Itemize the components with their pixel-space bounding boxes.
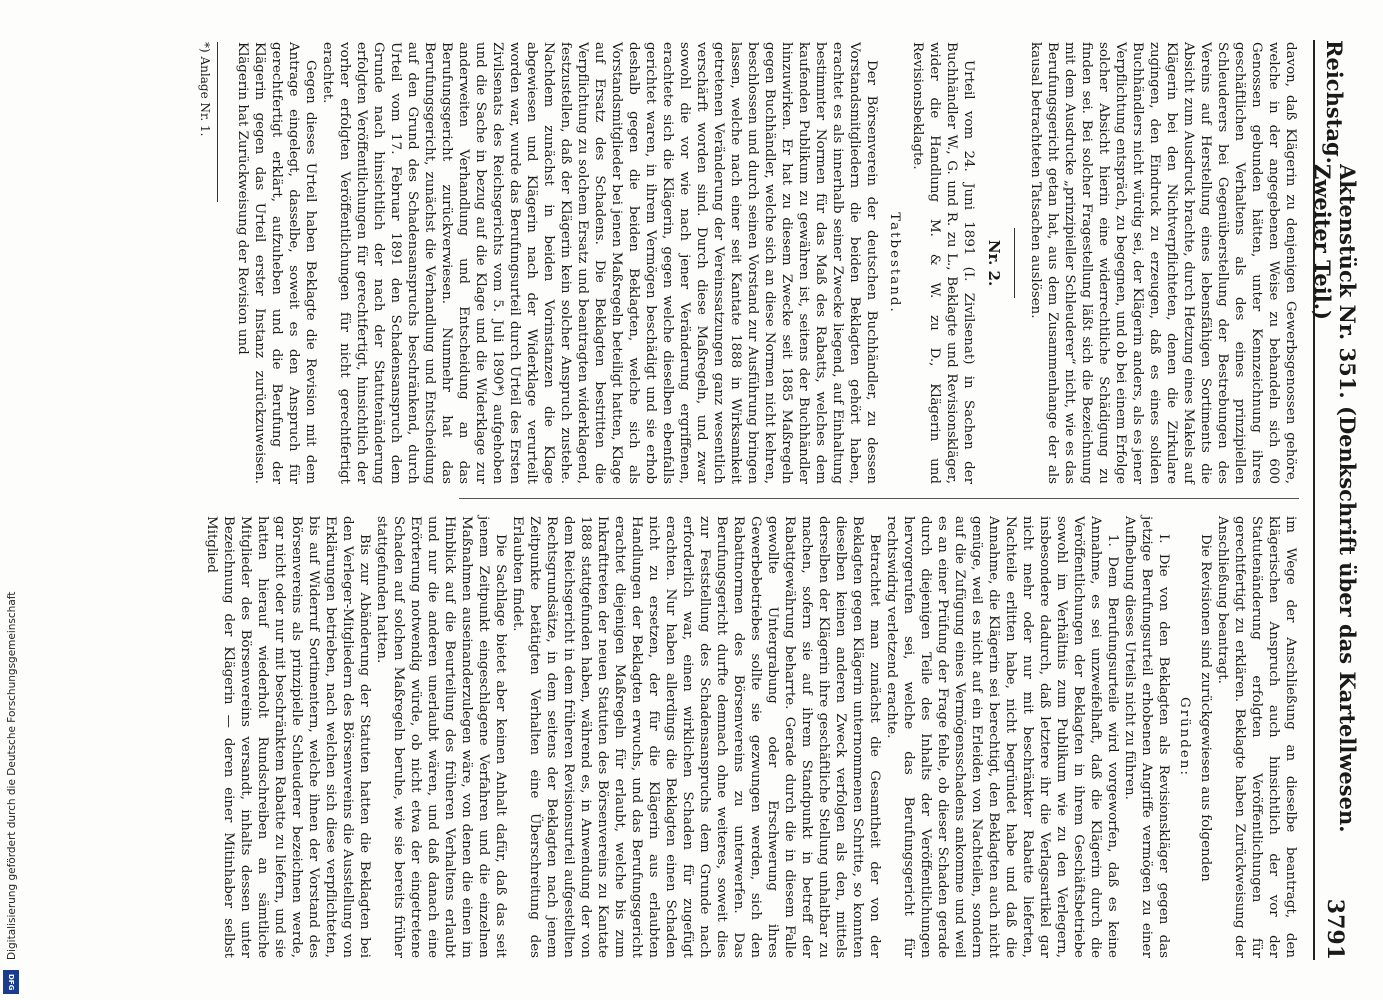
right-para-4: 1. Dem Berufungsurteile wird vorgeworfen, daß es keine Annahme, es sei unzweifelhaft, daß die Klägerin durch die Veröffentlichungen der Beklagten in ihrem Geschäftsbetriebe sowohl im Verhältnis zum Publikum wie zu den Verlegern, insbesondere dadurch, daß letztere ihr die Verlagsartikel gar nicht mehr oder nur mit beschränkter Rabatte lieferten, Nachteile erlitten habe, nicht begründet habe und daß die Annahme, die Klägerin sei berechtigt, den Beklagten auch nicht genüge, weil es nicht auf ein Erleiden von Nachteilen, sondern auf die Zufügung eines Vermögensschadens ankomme und weil es an einer Prüfung der Frage fehle, ob dieser Schaden gerade durch diejenigen Teile des Inhalts der Veröffentlichungen hervorgerufen sei, welche das Berufungsgericht für rechtswidrig verletzend erachte. <box>884 516 1120 958</box>
right-para-2: Die Revisionen sind zurückgewiesen aus folgenden <box>1198 534 1213 882</box>
left-column <box>196 42 1299 484</box>
page-header <box>1310 40 1360 960</box>
header-title: Aktenstück Nr. 351. (Denkschrift über das Kartellwesen. Zweiter Teil.) <box>1310 163 1360 833</box>
left-para-3: Der Börsenverein der deutschen Buchhändler, zu dessen Vorstandsmitgliedern die beiden Beklagten gehört haben, erachtet es als innerhalb seiner Zwecke liegend, auf Einhaltung bestimmter Normen für das Maß des Rabatts, welches dem kaufenden Publikum zu gewähren ist, seitens der Buchhändler hinzuwirken. Er hat zu diesem Zwecke seit 1885 Maßregeln gegen Buchhändler, welche sich an diese Normen nicht kehren, beschlossen und durch seinen Vorstand zur Ausführung bringen lassen, welche nach einer seit Kantate 1888 in Wirksamkeit getretenen Veränderung der Vereinssatzungen ganz wesentlich verschärft worden sind. Durch diese Maßregeln, und zwar sowohl die vor wie nach jener Veränderung ergriffenen, erachtete sich die Klägerin, gegen welche dieselben ebenfalls gerichtet waren, in ihrem Vermögen beschädigt und sie erhob deshalb gegen die beiden Beklagten, welche sich als Vorstandsmitglieder bei jenen Maßregeln beteiligt hatten, Klage auf Ersatz des Schadens. Die Beklagten bestritten die Verpflichtung zu solchem Ersatz und beantragten widerklagend, festzustellen, daß der Klägerin kein solcher Anspruch zustehe. Nachdem zunächst in beiden Vorinstanzen die Klage abgewiesen und Klägerin nach der Widerklage verurteilt worden war, wurde das Berufungsurteil durch Urteil des Ersten Zivilsenats des Reichsgerichts vom 5. Juli 1890*) aufgehoben und die Sache in bezug auf die Klage und die Widerklage zur anderweiten Verhandlung und Entscheidung an das Berufungsgericht zurückverwiesen. Nunmehr hat das Berufungsgericht, zunächst die Verhandlung und Entscheidung auf den Grund des Schadensanspruchs beschränkend, durch Urteil vom 17. Februar 1891 den Schadensanspruch dem Grunde nach hinsichtlich der nach der Statutenänderung erfolgten Veröffentlichungen für gerechtfertigt, hinsichtlich der vorher erfolgten Veröffentlichungen für nicht gerechtfertigt erachtet. <box>320 42 879 484</box>
attribution-text: Digitalisierung gefördert durch die Deutsche Forschungsgemeinschaft <box>6 591 18 960</box>
tatbestand-heading: Tatbestand. <box>887 212 902 314</box>
right-column <box>203 516 1299 958</box>
right-para-6: Die Sachlage bietet aber keinen Anhalt dafür, daß das seit jenem Zeitpunkt eingeschlagene Verfahren und die einzelnen Maßnahmen auseinanderzulegen wäre, von denen die einen im Hinblick auf die Beurteilung des früheren Verhaltens erlaubt und nur die anderen unerlaubt wären, und daß danach eine Erörterung notwendig würde, ob nicht etwa der eingetretene Schaden auf solchen Maßregeln beruhe, wie sie bereits früher stattgefunden hatten. <box>374 516 508 958</box>
section-heading: Nr. 2. <box>985 239 1003 287</box>
right-para-3: I. Die von den Beklagten als Revisionskläger gegen das jetzige Berufungsurteil erhobenen Angriffe vermögen zu einer Aufhebung dieses Urteils nicht zu führen. <box>1122 516 1171 958</box>
gruende-heading: Gründen: <box>1177 697 1192 777</box>
footnote: *) Anlage Nr. 1. <box>196 42 218 202</box>
right-para-1: im Wege der Anschließung an dieselbe beantragt, den klägerischen Anspruch auch hinsichtlich der vor der Statutenänderung erfolgten Veröffentlichungen für gerechtfertigt zu erklären. Beklagte haben Zurückweisung der Anschließung beantragt. <box>1215 516 1298 958</box>
section-rule <box>1014 228 1015 298</box>
attribution-strip <box>0 0 26 1000</box>
dfg-logo: DFG <box>3 970 19 994</box>
left-para-1: davon, daß Klägerin zu denjenigen Gewerbsgenossen gehöre, welche in der angegebenen Weise zu behandeln sich 600 Genossen gebunden hätten, unter Kennzeichnung ihres geschäftlichen Verhaltens als des eines prinzipiellen Schleuderers bei Gegenüberstellung der Bestrebungen des Vereins auf Herstellung eines lebensfähigen Sortiments die Absicht zum Ausdruck brachte, durch Hetzung eines Makels auf Klägerin bei den Nichtverpflichteten, denen die Zirkulare zugingen, den Eindruck zu erzeugen, daß es eines soliden Buchhändlers nicht würdig sei, der Klägerin anders, als es jener Verpflichtung entspräch, zu begegnen, und ob bei einem Erfolge solcher Absicht hierin eine widerrechtliche Schädigung zu finden sei. Bei solcher Fragestellung läßt sich die Bezeichnung mit dem Ausdrucke „prinzipieller Schleuderer“ nicht, wie es das Berufungsgericht getan hat, aus dem Zusammenhange der als kausal betrachteten Tatsachen auslösen. <box>1028 42 1298 484</box>
left-para-4: Gegen dieses Urteil haben Beklagte die Revision mit dem Antrage eingelegt, dasselbe, soweit es den Anspruch für gerechtfertigt erklärt, aufzuheben und die Berufung der Klägerin gegen das Urteil erster Instanz zurückzuweisen. Klägerin hat Zurückweisung der Revision und <box>235 42 318 484</box>
left-para-2: Urteil vom 24. Juni 1891 (I. Zivilsenat) in Sachen der Buchhändler W., G. und R. zu L., Beklagte und Revisionskläger, wider die Handlung M. & W. zu D., Klägerin und Revisionsbeklagte. <box>910 42 976 484</box>
right-para-5: Betrachtet man zunächst die Gesamtheit der von der Beklagten gegen Klägerin unternommenen Schritte, so konnten dieselben keinen anderen Zweck verfolgen als den, mittels derselben der Klägerin ihre geschäftliche Stellung unhaltbar zu machen, sofern sie auf ihrem Standpunkt in betreff der Rabattgewährung beharrte. Gerade durch die in diesem Falle gewollte Untergrabung oder Erschwerung ihres Gewerbebetriebes sollte sie gezwungen werden, sich den Rabattnormen des Börsenvereins zu unterwerfen. Das Berufungsgericht durfte demnach ohne weiteres, soweit dies zur Feststellung des Schadensanspruchs dem Grunde nach erforderlich war, einen wirklichen Schaden für zugefügt erachten. Nur haben allerdings die Beklagten einen Schaden nicht zu ersetzen, der für die Klägerin aus erlaubten Handlungen der Beklagten erwuchs, und das Berufungsgericht erachtet diejenigen Maßregeln für erlaubt, welche bis zum Inkrafttreten der neuen Statuten des Börsenvereins zu Kantate 1888 stattgefunden haben, während es, in Anwendung der von dem Reichsgericht in dem früheren Revisionsurteil aufgestellten Rechtsgrundsätze, in dem seitens der Beklagten nach jenem Zeitpunkte betätigten Verhalten eine Überschreitung des Erlaubten findet. <box>510 516 882 958</box>
page-number: 3791 <box>1322 898 1348 960</box>
header-left: Reichstag. <box>1322 40 1348 164</box>
column-divider <box>459 498 1299 499</box>
right-para-7: Bis zur Abänderung der Statuten hatten die Beklagten bei den Verleger-Mitgliedern des Börsenvereins die Ausstellung von Erklärungen betrieben, nach welchen sich diese verpflichteten, bis auf Widerruf Sortimentern, welche ihnen der Vorstand des Börsenvereins als prinzipielle Schleuderer bezeichnen werde, gar nicht oder nur mit beschränktem Rabatte zu liefern, und sie hatten hierauf wiederholt Rundschreiben an sämtliche Mitglieder des Börsenvereins versandt, inhalts dessen unter Bezeichnung der Klägerin — deren einer Mitinhaber selbst Mitglied <box>204 516 372 958</box>
